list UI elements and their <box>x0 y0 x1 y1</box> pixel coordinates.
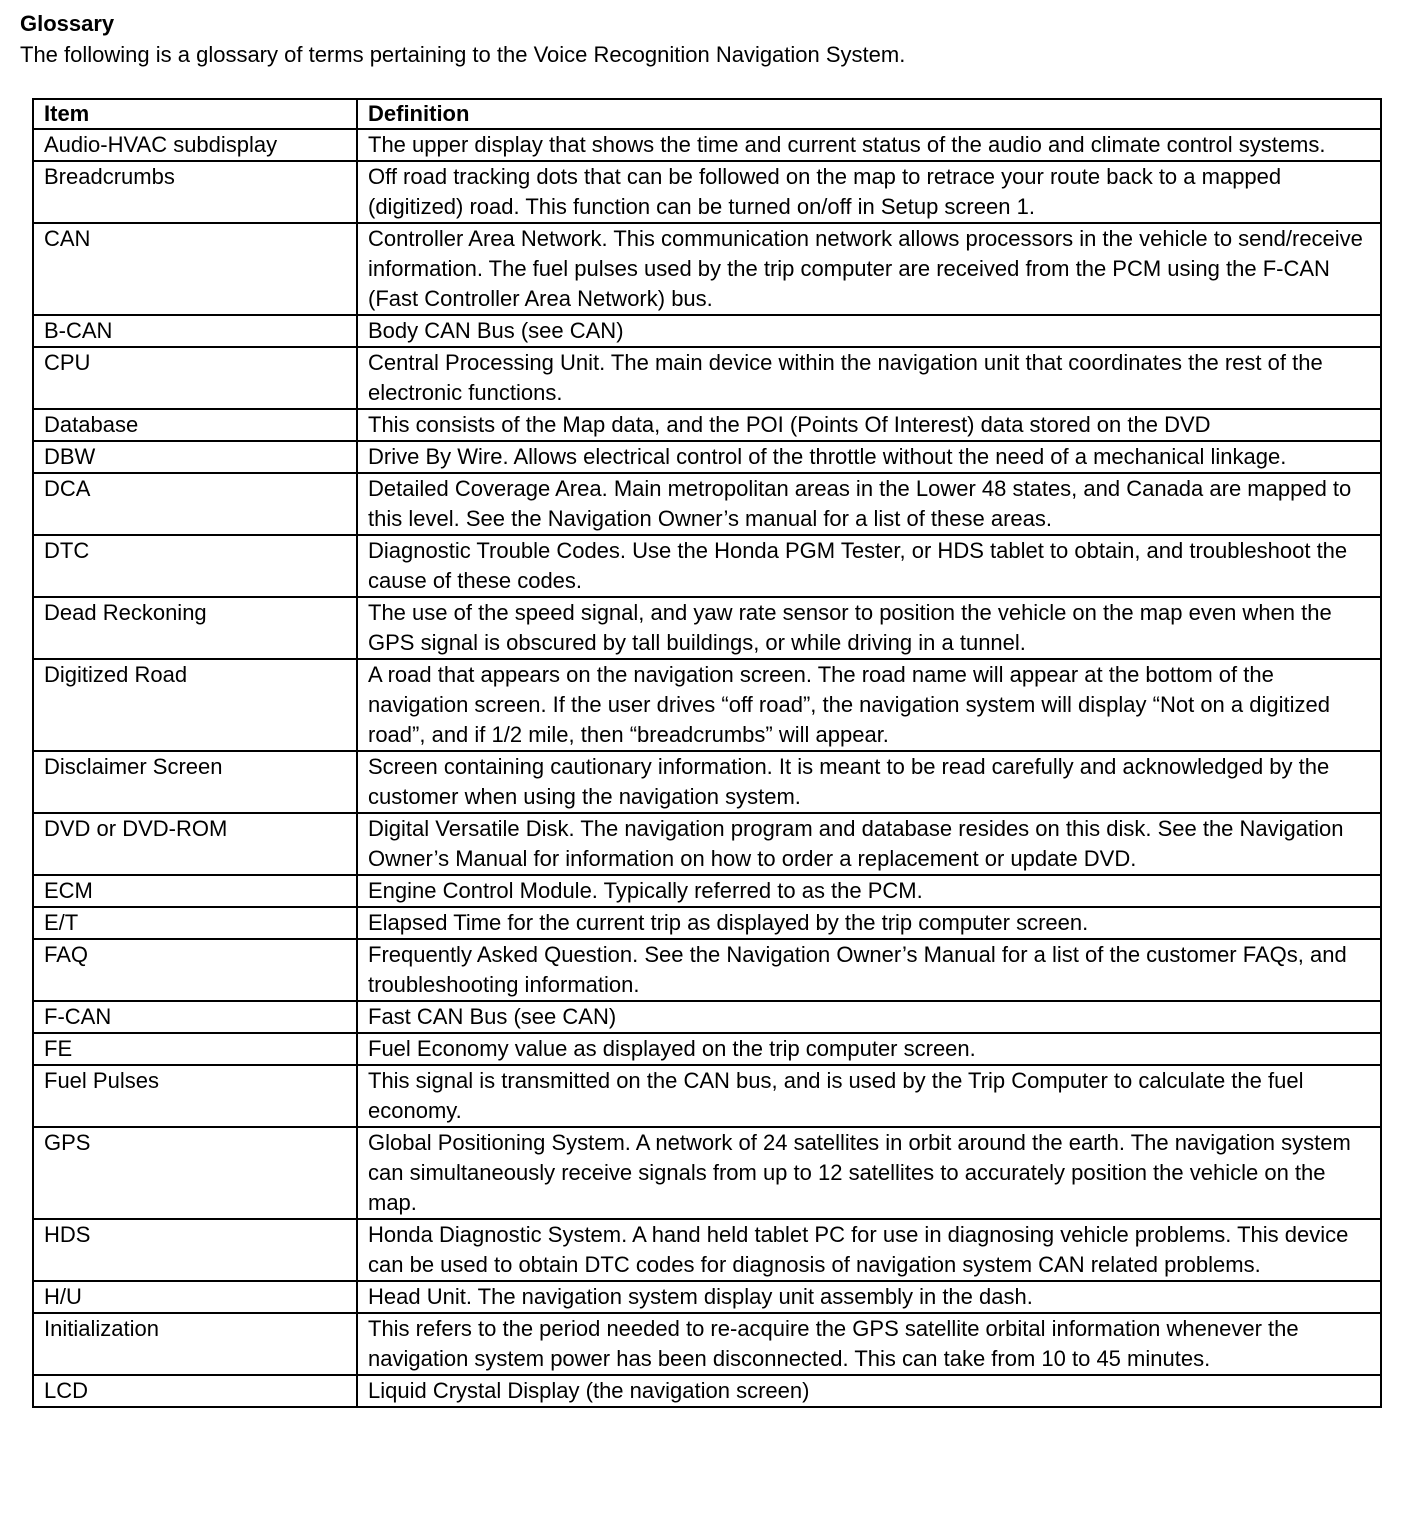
definition-cell: Fast CAN Bus (see CAN) <box>357 1001 1381 1033</box>
term-cell: B-CAN <box>33 315 357 347</box>
table-row <box>33 1281 1381 1313</box>
term-cell: LCD <box>33 1375 357 1407</box>
term-cell: Initialization <box>33 1313 357 1375</box>
term-cell: F-CAN <box>33 1001 357 1033</box>
table-row <box>33 1375 1381 1407</box>
table-row <box>33 907 1381 939</box>
glossary-body <box>33 129 1381 1407</box>
table-row <box>33 1313 1381 1375</box>
definition-cell: Frequently Asked Question. See the Navigation Owner’s Manual for a list of the customer FAQs, and troubleshooting information. <box>357 939 1381 1001</box>
definition-cell: This refers to the period needed to re-acquire the GPS satellite orbital information whenever the navigation system power has been disconnected. This can take from 10 to 45 minutes. <box>357 1313 1381 1375</box>
term-cell: DTC <box>33 535 357 597</box>
column-header-definition: Definition <box>357 99 1381 129</box>
term-cell: Audio-HVAC subdisplay <box>33 129 357 161</box>
table-row <box>33 939 1381 1001</box>
page-title: Glossary <box>20 11 115 36</box>
definition-cell: The upper display that shows the time and current status of the audio and climate control systems. <box>357 129 1381 161</box>
table-row <box>33 409 1381 441</box>
definition-cell: Digital Versatile Disk. The navigation program and database resides on this disk. See the Navigation Owner’s Manual for information on how to order a replacement or update DVD. <box>357 813 1381 875</box>
table-row <box>33 129 1381 161</box>
definition-cell: Engine Control Module. Typically referred to as the PCM. <box>357 875 1381 907</box>
term-cell: Disclaimer Screen <box>33 751 357 813</box>
term-cell: HDS <box>33 1219 357 1281</box>
term-cell: DVD or DVD-ROM <box>33 813 357 875</box>
definition-cell: Honda Diagnostic System. A hand held tablet PC for use in diagnosing vehicle problems. This device can be used to obtain DTC codes for diagnosis of navigation system CAN related problems. <box>357 1219 1381 1281</box>
definition-cell: Off road tracking dots that can be followed on the map to retrace your route back to a mapped (digitized) road. This function can be turned on/off in Setup screen 1. <box>357 161 1381 223</box>
table-row <box>33 1127 1381 1219</box>
definition-cell: Controller Area Network. This communication network allows processors in the vehicle to send/receive information. The fuel pulses used by the trip computer are received from the PCM using the F-CAN (Fast Controller Area Network) bus. <box>357 223 1381 315</box>
definition-cell: Head Unit. The navigation system display unit assembly in the dash. <box>357 1281 1381 1313</box>
table-row <box>33 813 1381 875</box>
definition-cell: A road that appears on the navigation screen. The road name will appear at the bottom of the navigation screen. If the user drives “off road”, the navigation system will display “Not on a digitized road”, and if 1/2 mile, then “breadcrumbs” will appear. <box>357 659 1381 751</box>
definition-cell: Global Positioning System. A network of 24 satellites in orbit around the earth. The navigation system can simultaneously receive signals from up to 12 satellites to accurately position the vehicle on the map. <box>357 1127 1381 1219</box>
table-row <box>33 1033 1381 1065</box>
table-row <box>33 535 1381 597</box>
table-header-row <box>33 99 1381 129</box>
table-row <box>33 473 1381 535</box>
table-row <box>33 1065 1381 1127</box>
term-cell: DCA <box>33 473 357 535</box>
term-cell: Digitized Road <box>33 659 357 751</box>
term-cell: FAQ <box>33 939 357 1001</box>
table-row <box>33 1001 1381 1033</box>
term-cell: E/T <box>33 907 357 939</box>
table-row <box>33 223 1381 315</box>
term-cell: DBW <box>33 441 357 473</box>
table-row <box>33 161 1381 223</box>
definition-cell: Body CAN Bus (see CAN) <box>357 315 1381 347</box>
definition-cell: Drive By Wire. Allows electrical control of the throttle without the need of a mechanical linkage. <box>357 441 1381 473</box>
table-row <box>33 441 1381 473</box>
definition-cell: The use of the speed signal, and yaw rate sensor to position the vehicle on the map even when the GPS signal is obscured by tall buildings, or while driving in a tunnel. <box>357 597 1381 659</box>
glossary-table <box>32 98 1382 1408</box>
term-cell: ECM <box>33 875 357 907</box>
table-row <box>33 751 1381 813</box>
term-cell: Fuel Pulses <box>33 1065 357 1127</box>
table-row <box>33 597 1381 659</box>
term-cell: H/U <box>33 1281 357 1313</box>
table-row <box>33 347 1381 409</box>
definition-cell: Fuel Economy value as displayed on the trip computer screen. <box>357 1033 1381 1065</box>
definition-cell: Diagnostic Trouble Codes. Use the Honda PGM Tester, or HDS tablet to obtain, and troubleshoot the cause of these codes. <box>357 535 1381 597</box>
definition-cell: Liquid Crystal Display (the navigation screen) <box>357 1375 1381 1407</box>
table-row <box>33 659 1381 751</box>
term-cell: CPU <box>33 347 357 409</box>
term-cell: Database <box>33 409 357 441</box>
term-cell: Dead Reckoning <box>33 597 357 659</box>
column-header-item: Item <box>33 99 357 129</box>
table-row <box>33 875 1381 907</box>
definition-cell: Detailed Coverage Area. Main metropolitan areas in the Lower 48 states, and Canada are mapped to this level. See the Navigation Owner’s manual for a list of these areas. <box>357 473 1381 535</box>
term-cell: CAN <box>33 223 357 315</box>
term-cell: FE <box>33 1033 357 1065</box>
definition-cell: Elapsed Time for the current trip as displayed by the trip computer screen. <box>357 907 1381 939</box>
term-cell: Breadcrumbs <box>33 161 357 223</box>
page-subtitle: The following is a glossary of terms pertaining to the Voice Recognition Navigation System. <box>20 42 906 67</box>
definition-cell: Central Processing Unit. The main device within the navigation unit that coordinates the rest of the electronic functions. <box>357 347 1381 409</box>
table-row <box>33 315 1381 347</box>
table-row <box>33 1219 1381 1281</box>
definition-cell: This consists of the Map data, and the POI (Points Of Interest) data stored on the DVD <box>357 409 1381 441</box>
definition-cell: Screen containing cautionary information. It is meant to be read carefully and acknowledged by the customer when using the navigation system. <box>357 751 1381 813</box>
term-cell: GPS <box>33 1127 357 1219</box>
definition-cell: This signal is transmitted on the CAN bus, and is used by the Trip Computer to calculate the fuel economy. <box>357 1065 1381 1127</box>
